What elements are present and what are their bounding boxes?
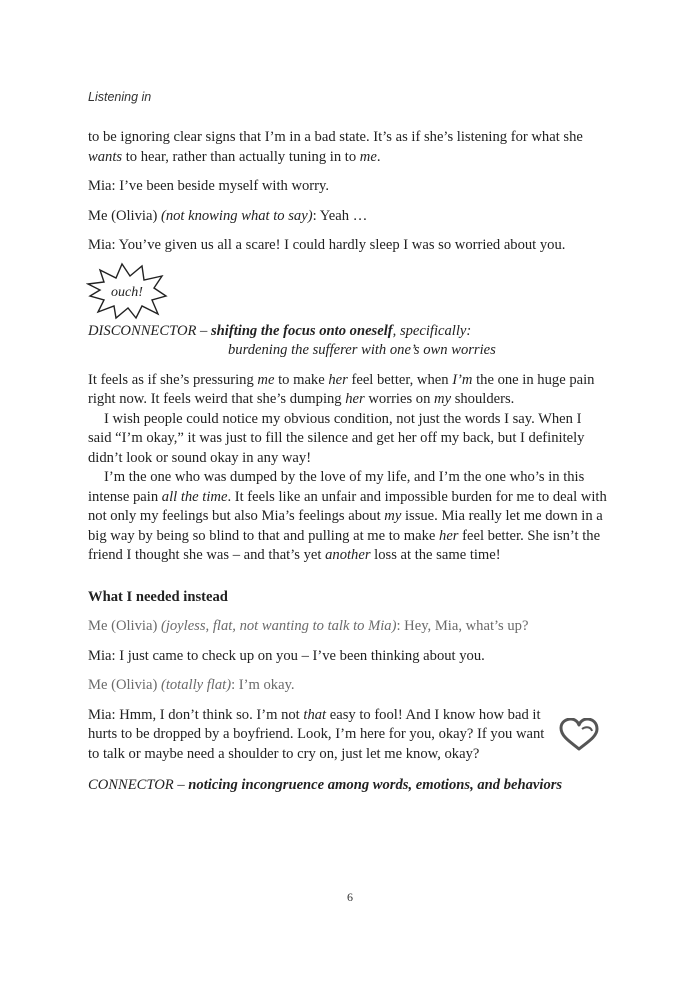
page-number: 6 — [347, 890, 353, 904]
ouch-starburst-icon — [86, 262, 168, 320]
paragraph: It feels as if she’s pressuring me to make her feel better, when I’m the one in huge pain right now. It feels weird that she’s dumping her worries on my shoulders. — [88, 371, 595, 407]
page-body — [88, 128, 608, 796]
dialogue-line: Me (Olivia) (not knowing what to say): Yeah … — [88, 207, 368, 224]
paragraph: to be ignoring clear signs that I’m in a bad state. It’s as if she’s listening for what she wants to hear, rather than actually tuning in to me. — [88, 129, 583, 165]
disconnector-label: DISCONNECTOR – shifting the focus onto oneself, specifically: burdening the sufferer with one’s own worries — [88, 322, 496, 358]
dialogue-line: Mia: I just came to check up on you – I’ve been thinking about you. — [88, 647, 485, 664]
heart-icon — [558, 718, 600, 759]
paragraph: I’m the one who was dumped by the love of my life, and I’m the one who’s in this intense pain all the time. It feels like an unfair and impossible burden for me to deal with not only my feelings but also Mia’s feelings about my issue. Mia really let me down in a big way by being so blind to that and pulling at me to make her feel better. She isn’t the friend I thought she was – and that’s yet another loss at the same time! — [88, 469, 607, 563]
ouch-label: ouch! — [111, 284, 143, 300]
dialogue-line: Mia: I’ve been beside myself with worry. — [88, 178, 329, 194]
connector-label: CONNECTOR – noticing incongruence among words, emotions, and behaviors — [88, 777, 563, 793]
dialogue-line: Mia: Hmm, I don’t think so. I’m not that easy to fool! And I know how bad it hurts to be dropped by a boyfriend. Look, I’m here for you, okay? If you want to talk or maybe need a shoulder to cry on, just let me know, okay? — [88, 706, 608, 765]
running-head: Listening in — [88, 90, 152, 104]
section-heading: What I needed instead — [88, 588, 228, 605]
paragraph: I wish people could notice my obvious condition, not just the words I say. When I said “I’m okay,” it was just to fill the silence and get her off my back, but I definitely didn’t look or sound okay in any way! — [88, 410, 585, 466]
dialogue-line: Mia: You’ve given us all a scare! I could hardly sleep I was so worried about you. — [88, 237, 566, 253]
dialogue-line: Me (Olivia) (joyless, flat, not wanting to talk to Mia): Hey, Mia, what’s up? — [88, 618, 529, 634]
dialogue-line: Me (Olivia) (totally flat): I’m okay. — [88, 677, 295, 693]
